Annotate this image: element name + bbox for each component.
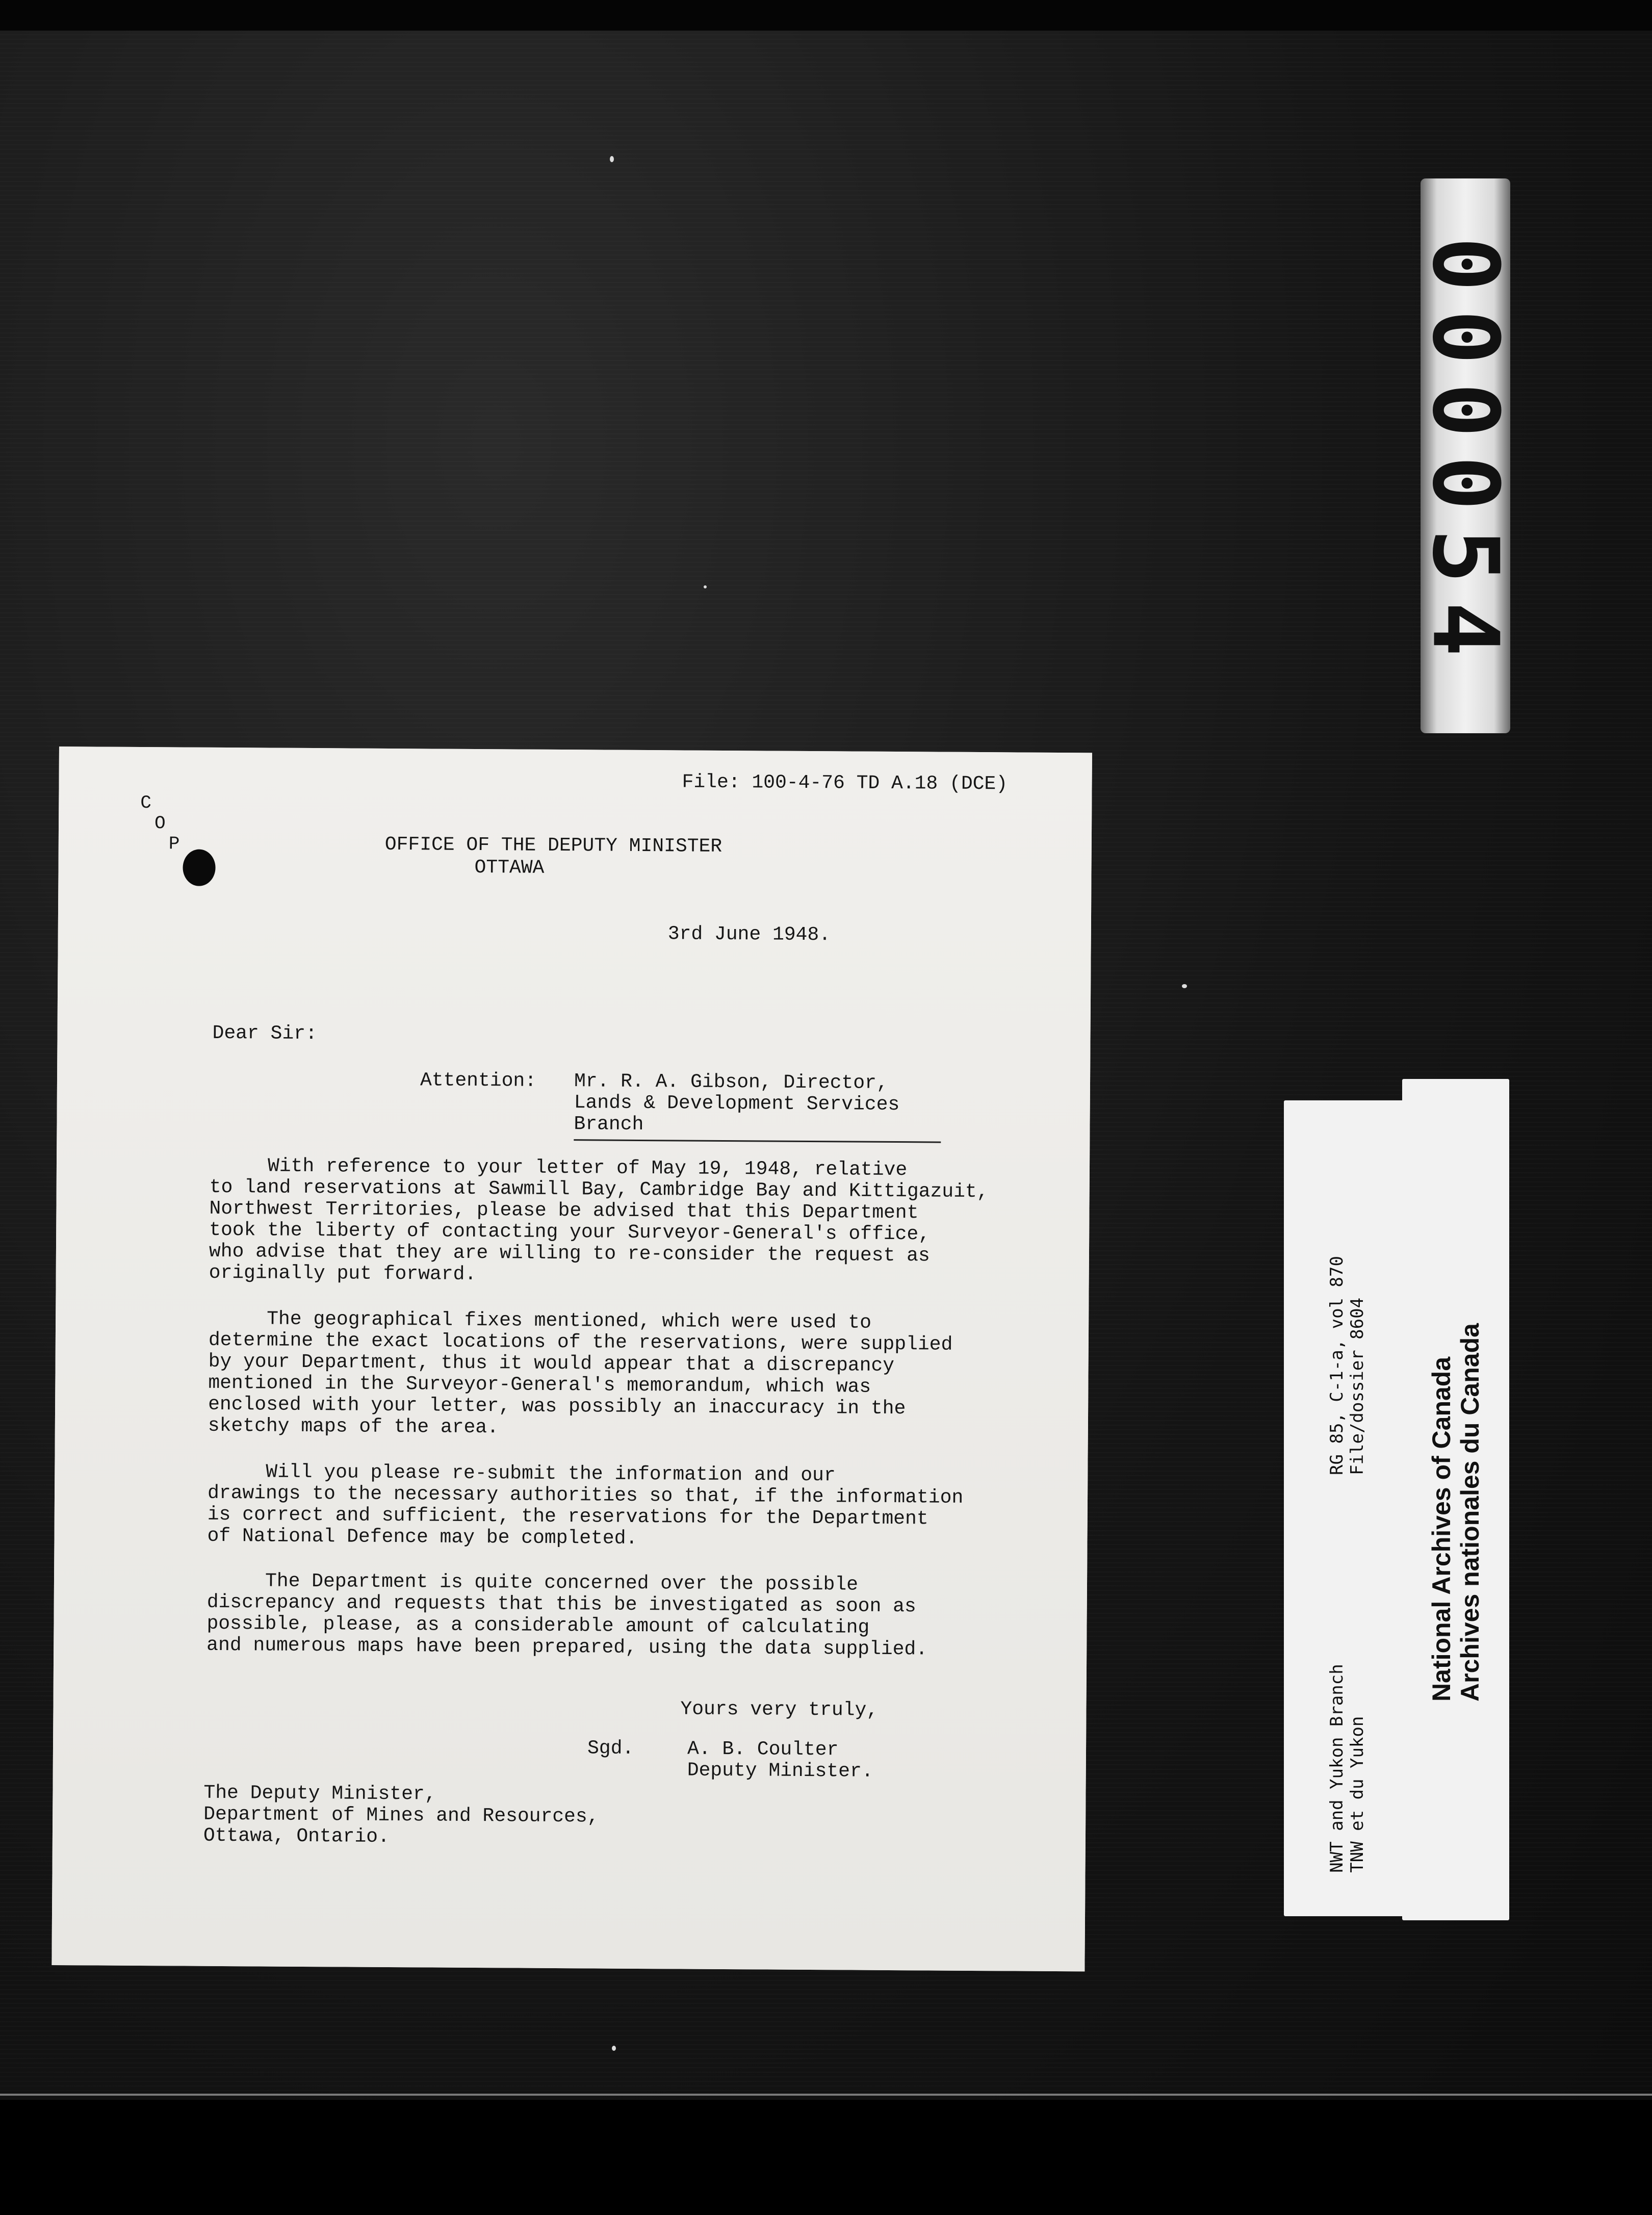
film-frame-number-strip bbox=[1412, 178, 1518, 733]
archive-reference-top bbox=[1327, 1256, 1367, 1475]
addressee-line: Department of Mines and Resources, bbox=[203, 1803, 599, 1828]
attention-recipient bbox=[574, 1071, 899, 1137]
body-line: and numerous maps have been prepared, using the data supplied. bbox=[206, 1634, 928, 1661]
body-line: With reference to your letter of May 19, 1948, relative bbox=[209, 1154, 908, 1181]
national-archives-label bbox=[1402, 1079, 1509, 1920]
body-line: determine the exact locations of the reservations, were supplied bbox=[208, 1329, 953, 1356]
attention-line: Branch bbox=[574, 1113, 644, 1136]
addressee-line: The Deputy Minister, bbox=[203, 1782, 436, 1806]
signed-marker: Sgd. bbox=[587, 1737, 634, 1760]
body-line: mentioned in the Surveyor-General's memorandum, which was bbox=[208, 1372, 871, 1398]
body-line: The geographical fixes mentioned, which were used to bbox=[209, 1307, 872, 1334]
archive-reference-bottom bbox=[1327, 1664, 1367, 1872]
file-reference: File: 100-4-76 TD A.18 (DCE) bbox=[682, 771, 1008, 795]
copy-stamp-letter: P bbox=[168, 833, 180, 855]
film-dust-speck bbox=[704, 585, 707, 588]
addressee-line: Ottawa, Ontario. bbox=[203, 1824, 390, 1848]
office-heading: OFFICE OF THE DEPUTY MINISTER bbox=[384, 833, 722, 858]
attention-line: Lands & Development Services bbox=[574, 1092, 900, 1116]
signer-name: A. B. Coulter bbox=[687, 1738, 839, 1761]
body-line: took the liberty of contacting your Surveyor-General's office, bbox=[209, 1219, 931, 1246]
copy-stamp bbox=[140, 793, 180, 854]
body-line: drawings to the necessary authorities so that, if the information bbox=[207, 1482, 964, 1509]
body-paragraph-2 bbox=[208, 1308, 953, 1441]
archive-reference-line: File/dossier 8604 bbox=[1347, 1297, 1367, 1475]
body-line: possible, please, as a considerable amount of calculating bbox=[206, 1612, 870, 1639]
body-line: by your Department, thus it would appear that a discrepancy bbox=[208, 1350, 895, 1377]
film-dust-speck bbox=[612, 2046, 616, 2051]
film-bottom-edge bbox=[0, 2100, 1652, 2215]
letter-date: 3rd June 1948. bbox=[667, 923, 831, 946]
body-paragraph-4 bbox=[206, 1570, 928, 1661]
body-paragraph-1 bbox=[209, 1155, 989, 1289]
film-bottom-line bbox=[0, 2094, 1652, 2096]
film-dust-speck bbox=[610, 156, 614, 162]
body-line: who advise that they are willing to re-consider the request as bbox=[209, 1240, 930, 1267]
attention-underline bbox=[574, 1139, 941, 1143]
archive-reference-line: RG 85, C-1-a, vol 870 bbox=[1327, 1256, 1347, 1475]
frame-number: 000054 bbox=[1412, 237, 1518, 675]
film-dust-speck bbox=[1182, 984, 1187, 988]
letter-page bbox=[51, 746, 1092, 1971]
body-line: Will you please re-submit the information and our bbox=[208, 1460, 836, 1487]
film-top-edge bbox=[0, 0, 1652, 31]
ink-blot bbox=[183, 849, 215, 886]
body-line: enclosed with your letter, was possibly an inaccuracy in the bbox=[208, 1393, 906, 1420]
complimentary-close: Yours very truly, bbox=[680, 1698, 879, 1721]
copy-stamp-letter: O bbox=[154, 813, 166, 834]
body-line: discrepancy and requests that this be investigated as soon as bbox=[206, 1591, 916, 1618]
body-line: originally put forward. bbox=[209, 1261, 477, 1286]
body-line: The Department is quite concerned over the possible bbox=[206, 1569, 859, 1596]
archive-reference-label bbox=[1284, 1100, 1410, 1916]
body-paragraph-3 bbox=[207, 1461, 963, 1552]
salutation: Dear Sir: bbox=[212, 1022, 317, 1045]
office-city: OTTAWA bbox=[474, 856, 545, 879]
copy-stamp-letter: C bbox=[140, 792, 152, 814]
body-line: is correct and sufficient, the reservations for the Department bbox=[207, 1503, 928, 1530]
attention-line: Mr. R. A. Gibson, Director, bbox=[574, 1070, 888, 1094]
body-line: of National Defence may be completed. bbox=[207, 1525, 638, 1550]
archive-reference-line: NWT and Yukon Branch bbox=[1327, 1664, 1347, 1873]
national-archives-text bbox=[1427, 1323, 1484, 1702]
archive-reference-line: TNW et du Yukon bbox=[1347, 1716, 1367, 1873]
national-archives-line-en: National Archives of Canada bbox=[1427, 1356, 1456, 1702]
body-line: Northwest Territories, please be advised that this Department bbox=[209, 1197, 919, 1224]
national-archives-line-fr: Archives nationales du Canada bbox=[1456, 1323, 1484, 1702]
body-line: to land reservations at Sawmill Bay, Cambridge Bay and Kittigazuit, bbox=[209, 1176, 989, 1203]
attention-label: Attention: bbox=[420, 1069, 537, 1092]
addressee-block bbox=[203, 1783, 599, 1849]
body-line: sketchy maps of the area. bbox=[208, 1414, 499, 1439]
signer-title: Deputy Minister. bbox=[687, 1759, 873, 1783]
